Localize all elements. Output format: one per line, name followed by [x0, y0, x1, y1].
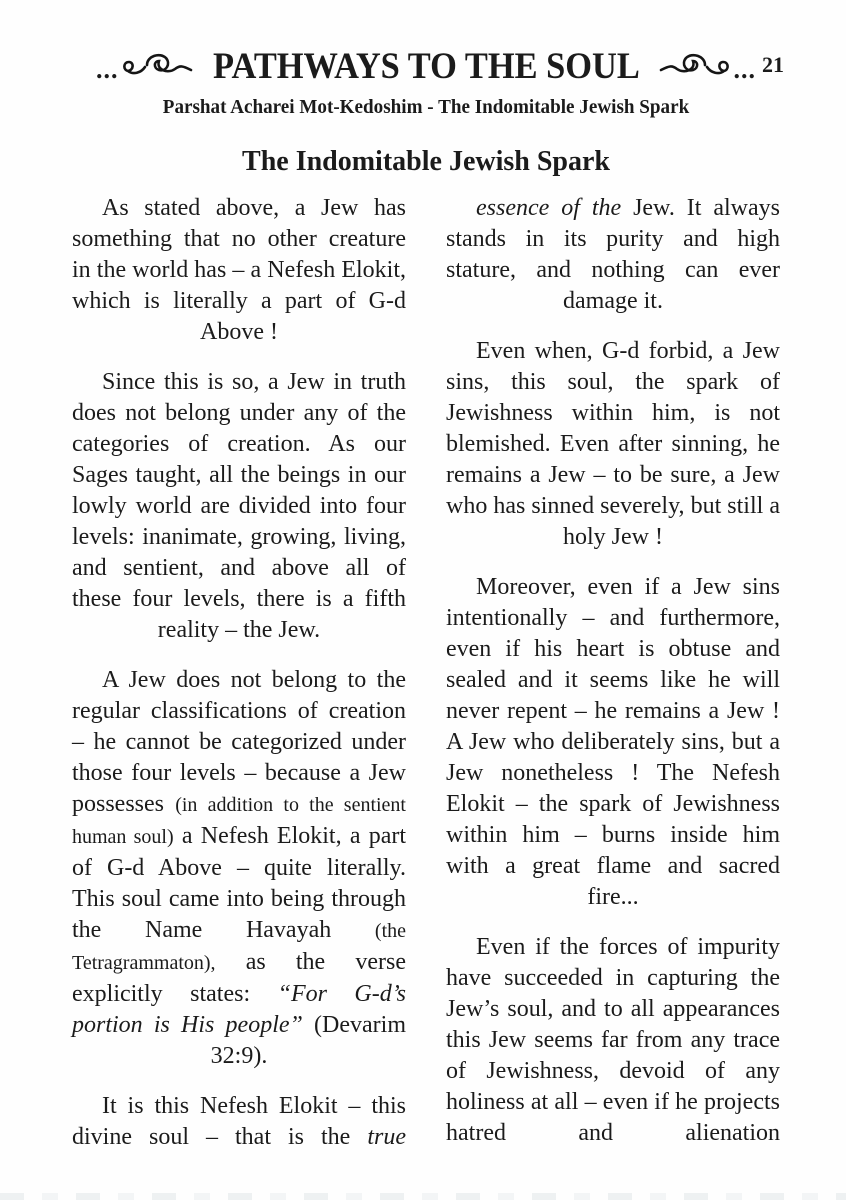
paragraph	[72, 193, 406, 348]
text-run-normal: Even when, G-d forbid, a Jew sins, this soul, the spark of Jewishness within him, is not blemished. Even after sinning, he remains a Jew – to be sure, a Jew who has sinned severely, but still a holy Jew !	[446, 338, 780, 550]
text-run-normal: Jew. It always stands in its purity and high stature, and nothing can ever damage it.	[446, 195, 780, 314]
section-title: The Indomitable Jewish Spark	[242, 146, 610, 177]
text-run-normal: Moreover, even if a Jew sins intentionally – and furthermore, even if his heart is obtuse and sealed and it seems like he will never repent – he remains a Jew ! A Jew who deliberately sins, but a Jew nonetheless ! The Nefesh Elokit – the spark of Jewishness within him – burns inside him with a great flame and sacred fire...	[446, 574, 780, 910]
ornament-dots-left: ...	[96, 55, 119, 84]
paragraph	[446, 193, 780, 317]
parshat-subtitle: Parshat Acharei Mot-Kedoshim - The Indomitable Jewish Spark	[162, 97, 690, 118]
flourish-right-ornament	[659, 52, 756, 84]
ornament-dots-right: ...	[733, 55, 756, 84]
two-column-text	[72, 193, 780, 1172]
text-run-normal: Since this is so, a Jew in truth does not belong under any of the categories of creation. As our Sages taught, all the beings in our lowly world are divided into four levels: inanimate, growing, living, and sentient, and above all of these four levels, there is a fifth reality – the Jew.	[72, 369, 406, 643]
text-run-normal: A Jew does not belong to the regular classifications of creation – he cannot be categorized under those four levels – because a Jew possesses	[72, 667, 406, 817]
scroll-flourish-icon	[659, 52, 731, 80]
text-run-normal: It is this Nefesh Elokit – this divine soul – that is the	[72, 1093, 406, 1150]
page-header	[72, 44, 784, 119]
text-run-normal: a Nefesh Elokit, a part of G-d Above – quite literally. This soul came into being through the Name Havayah	[72, 823, 406, 943]
paragraph	[72, 1091, 406, 1153]
page-number: 21	[762, 52, 784, 77]
text-run-normal: Even if the forces of impurity have succeeded in capturing the Jew’s soul, and to all appearances this Jew seems far from any trace of Jewishness, devoid of any holiness at all – even if he projects hatred and alienation	[446, 934, 780, 1146]
text-run-italic: “For G-d’s portion is His people”	[72, 981, 406, 1038]
paragraph	[72, 665, 406, 1072]
paragraph	[446, 932, 780, 1149]
right-column	[446, 193, 780, 1172]
scan-artifact-strip	[0, 1193, 846, 1200]
left-column	[72, 193, 406, 1172]
paragraph	[446, 336, 780, 553]
book-title: PATHWAYS TO THE SOUL	[212, 45, 640, 87]
text-run-small: (the Tetragrammaton),	[72, 920, 406, 974]
text-run-normal: as the verse explicitly states:	[72, 949, 406, 1007]
text-run-italic: essence of the	[476, 195, 634, 221]
text-run-normal: (Devarim 32:9).	[210, 1012, 406, 1069]
paragraph	[446, 572, 780, 913]
text-run-italic: true	[367, 1124, 406, 1150]
scroll-flourish-icon	[121, 52, 193, 80]
paragraph	[72, 367, 406, 646]
header-title-line	[72, 44, 784, 88]
text-run-small: (in addition to the sentient human soul)	[72, 794, 406, 848]
flourish-left-ornament	[96, 52, 193, 84]
text-run-normal: As stated above, a Jew has something that no other creature in the world has – a Nefesh Elokit, which is literally a part of G-d Above !	[72, 195, 406, 345]
